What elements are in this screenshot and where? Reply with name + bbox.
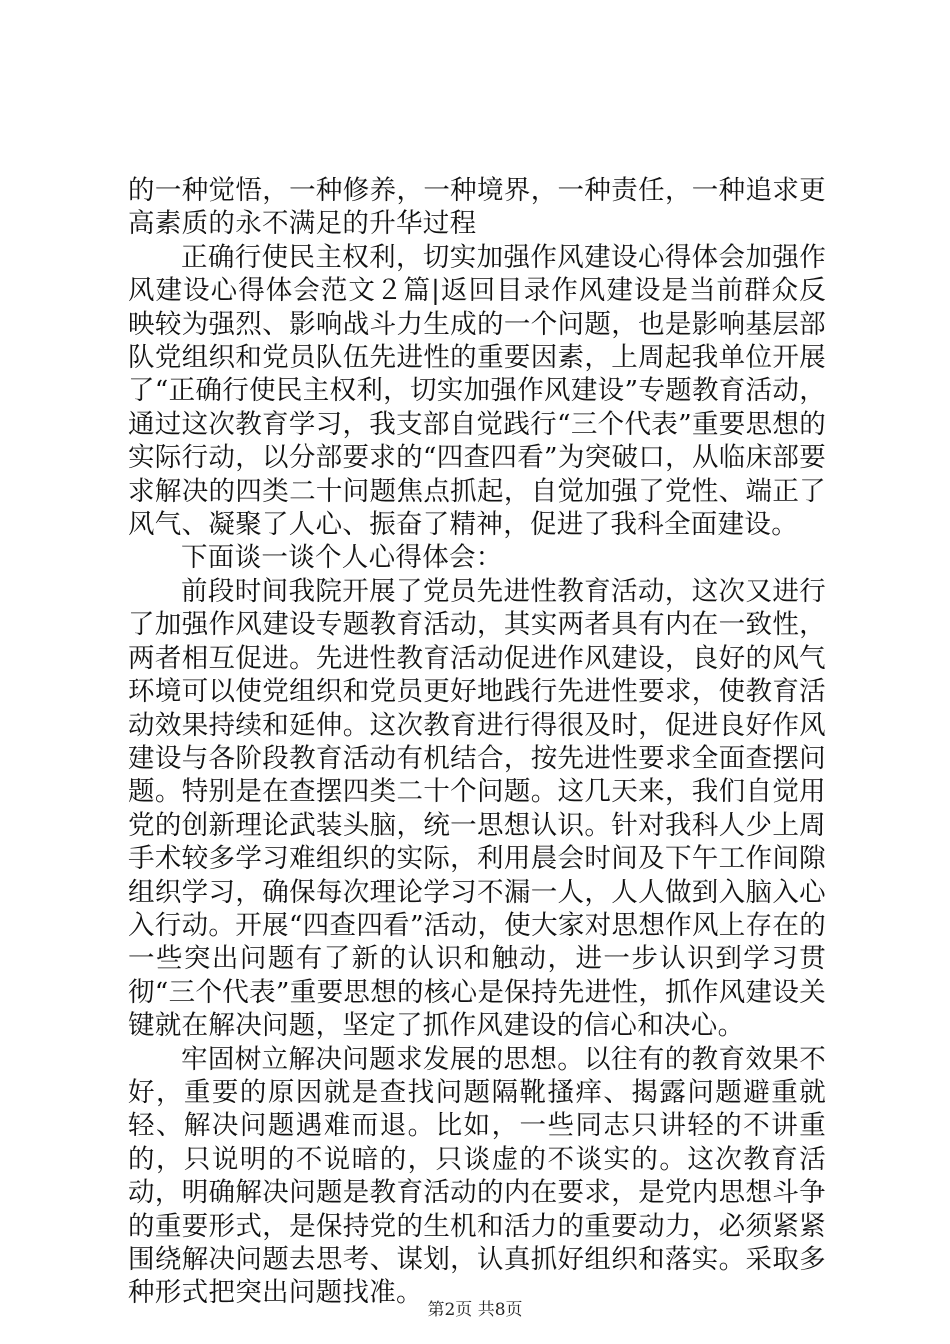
page-number-footer: 第2页 共8页 xyxy=(427,1300,523,1320)
paragraph-intro: 正确行使民主权利，切实加强作风建设心得体会加强作风建设心得体会范文２篇|返回目录作风建设是当前群众反映较为强烈、影响战斗力生成的一个问题，也是影响基层部队党组织和党员队伍先进性的重要因素，上周起我单位开展了“正确行使民主权利，切实加强作风建设”专题教育活动，通过这次教育学习，我支部自觉践行“三个代表”重要思想的实际行动，以分部要求的“四查四看”为突破口，从临床部要求解决的四类二十问题焦点抓起，自觉加强了党性、端正了风气、凝聚了人心、振奋了精神，促进了我科全面建设。 xyxy=(128,241,826,541)
document-body xyxy=(128,174,826,1310)
paragraph-problem-solving: 牢固树立解决问题求发展的思想。以往有的教育效果不好，重要的原因就是查找问题隔靴搔痒、揭露问题避重就轻、解决问题遇难而退。比如，一些同志只讲轻的不讲重的，只说明的不说暗的，只谈虚的不谈实的。这次教育活动，明确解决问题是教育活动的内在要求，是党内思想斗争的重要形式，是保持党的生机和活力的重要动力，必须紧紧围绕解决问题去思考、谋划，认真抓好组织和落实。采取多种形式把突出问题找准。 xyxy=(128,1043,826,1309)
paragraph-continuation: 的一种觉悟，一种修养，一种境界，一种责任，一种追求更高素质的永不满足的升华过程 xyxy=(128,175,826,240)
paragraph-heading-line: 下面谈一谈个人心得体会： xyxy=(181,542,503,574)
paragraph-education-activity: 前段时间我院开展了党员先进性教育活动，这次又进行了加强作风建设专题教育活动，其实两者具有内在一致性，两者相互促进。先进性教育活动促进作风建设，良好的风气环境可以使党组织和党员更好地践行先进性要求，使教育活动效果持续和延伸。这次教育进行得很及时，促进良好作风建设与各阶段教育活动有机结合，按先进性要求全面查摆问题。特别是在查摆四类二十个问题。这几天来，我们自觉用党的创新理论武装头脑，统一思想认识。针对我科人少上周手术较多学习难组织的实际，利用晨会时间及下午工作间隙组织学习，确保每次理论学习不漏一人，人人做到入脑入心入行动。开展“四查四看”活动，使大家对思想作风上存在的一些突出问题有了新的认识和触动，进一步认识到学习贯彻“三个代表”重要思想的核心是保持先进性，抓作风建设关键就在解决问题，坚定了抓作风建设的信心和决心。 xyxy=(128,575,826,1042)
